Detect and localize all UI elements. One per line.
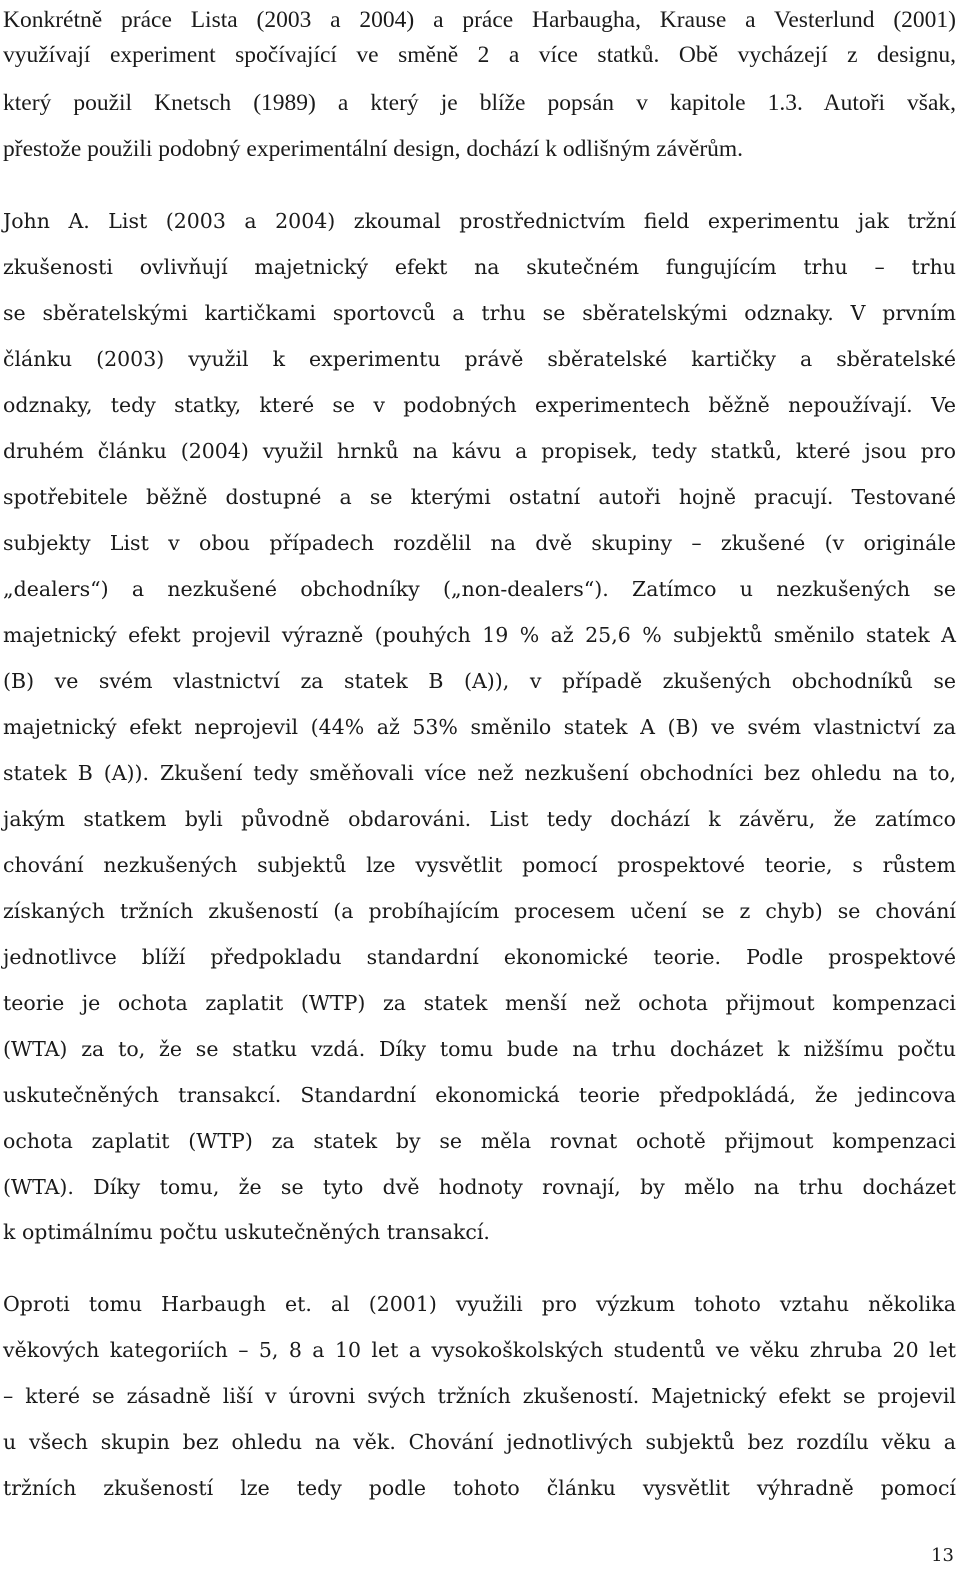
text-line: spotřebitele běžně dostupné a se kterými ostatní autoři hojně pracují. Testované: [3, 485, 956, 509]
text-line: tržních zkušeností lze tedy podle tohoto článku vysvětlit výhradně pomocí: [3, 1476, 956, 1500]
text-line: u všech skupin bez ohledu na věk. Chování jednotlivých subjektů bez rozdílu věku a: [3, 1430, 956, 1454]
text-line: uskutečněných transakcí. Standardní ekonomická teorie předpokládá, že jedincova: [3, 1083, 956, 1107]
text-line: majetnický efekt projevil výrazně (pouhých 19 % až 25,6 % subjektů směnilo statek A: [3, 623, 956, 647]
text-line: jakým statkem byli původně obdarováni. List tedy dochází k závěru, že zatímco: [3, 807, 956, 831]
text-line: získaných tržních zkušeností (a probíhajícím procesem učení se z chyb) se chování: [3, 899, 956, 923]
text-line: chování nezkušených subjektů lze vysvětlit pomocí prospektové teorie, s růstem: [3, 853, 956, 877]
text-line: majetnický efekt neprojevil (44% až 53% směnilo statek A (B) ve svém vlastnictví za: [3, 715, 956, 739]
page-number: 13: [931, 1545, 954, 1566]
text-line: druhém článku (2004) využil hrnků na kávu a propisek, tedy statků, které jsou pro: [3, 439, 956, 463]
text-line: Konkrétně práce Lista (2003 a 2004) a práce Harbaugha, Krause a Vesterlund (2001): [3, 7, 956, 33]
text-line: teorie je ochota zaplatit (WTP) za statek menší než ochota přijmout kompenzaci: [3, 991, 956, 1015]
text-line: – které se zásadně liší v úrovni svých tržních zkušeností. Majetnický efekt se projevil: [3, 1384, 956, 1408]
text-line: který použil Knetsch (1989) a který je blíže popsán v kapitole 1.3. Autoři však,: [3, 90, 956, 116]
text-line: k optimálnímu počtu uskutečněných transakcí.: [3, 1220, 490, 1244]
text-line: věkových kategoriích – 5, 8 a 10 let a vysokoškolských studentů ve věku zhruba 20 let: [3, 1338, 956, 1362]
text-line: subjekty List v obou případech rozdělil na dvě skupiny – zkušené (v originále: [3, 531, 956, 555]
text-line: John A. List (2003 a 2004) zkoumal prostřednictvím field experimentu jak tržní: [3, 209, 956, 233]
text-line: (B) ve svém vlastnictví za statek B (A)), v případě zkušených obchodníků se: [3, 669, 956, 693]
text-line: přestože použili podobný experimentální design, dochází k odlišným závěrům.: [3, 136, 744, 162]
text-line: Oproti tomu Harbaugh et. al (2001) využili pro výzkum tohoto vztahu několika: [3, 1292, 956, 1316]
text-line: jednotlivce blíží předpokladu standardní ekonomické teorie. Podle prospektové: [3, 945, 956, 969]
text-line: ochota zaplatit (WTP) za statek by se měla rovnat ochotě přijmout kompenzaci: [3, 1129, 956, 1153]
text-line: zkušenosti ovlivňují majetnický efekt na skutečném fungujícím trhu – trhu: [3, 255, 956, 279]
text-line: statek B (A)). Zkušení tedy směňovali více než nezkušení obchodníci bez ohledu na to,: [3, 761, 956, 785]
text-line: využívají experiment spočívající ve směně 2 a více statků. Obě vycházejí z designu,: [3, 42, 956, 68]
text-line: „dealers“) a nezkušené obchodníky („non-dealers“). Zatímco u nezkušených se: [3, 577, 956, 601]
text-line: (WTA). Díky tomu, že se tyto dvě hodnoty rovnají, by mělo na trhu docházet: [3, 1175, 956, 1199]
text-line: odznaky, tedy statky, které se v podobných experimentech běžně nepoužívají. Ve: [3, 393, 956, 417]
text-line: článku (2003) využil k experimentu právě sběratelské kartičky a sběratelské: [3, 347, 956, 371]
text-line: (WTA) za to, že se statku vzdá. Díky tomu bude na trhu docházet k nižšímu počtu: [3, 1037, 956, 1061]
text-line: se sběratelskými kartičkami sportovců a trhu se sběratelskými odznaky. V prvním: [3, 301, 956, 325]
